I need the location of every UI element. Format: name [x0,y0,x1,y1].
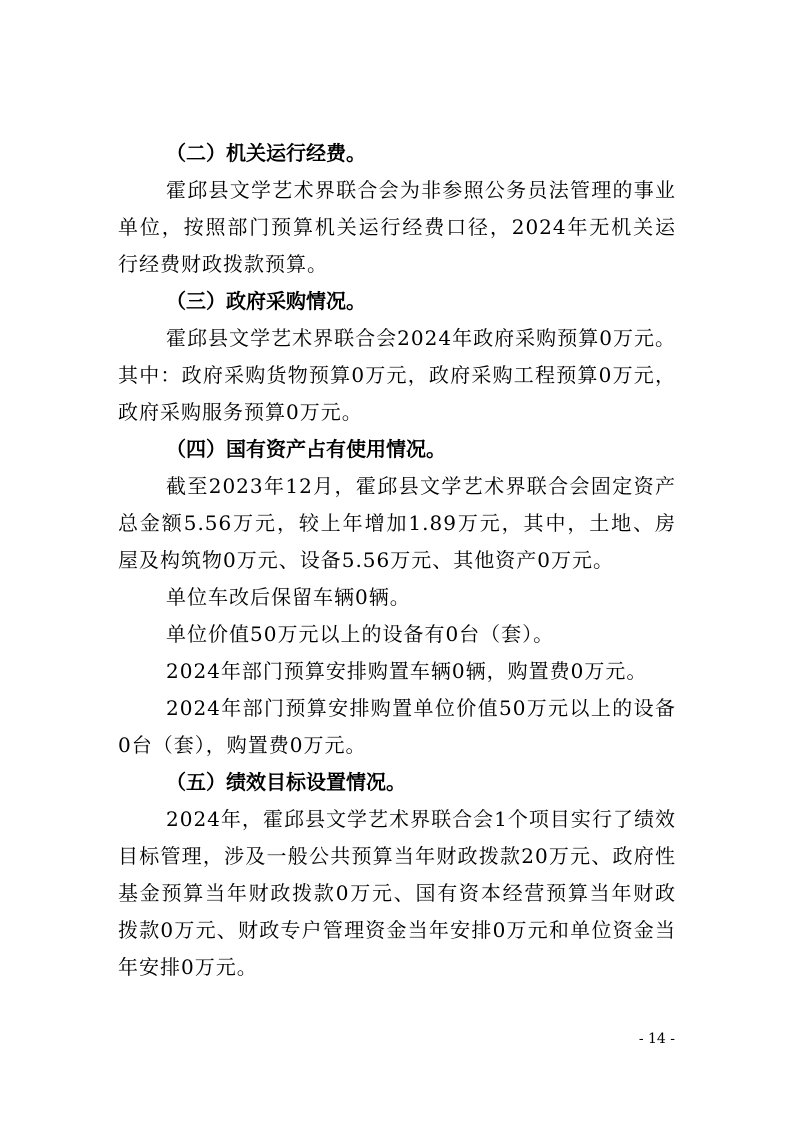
section-heading: （二）机关运行经费。 [166,141,366,165]
section-government-procurement [118,283,676,431]
section-paragraph: 霍邱县文学艺术界联合会2024年政府采购预算0万元。其中：政府采购货物预算0万元，政府采购工程预算0万元，政府采购服务预算0万元。 [118,326,676,424]
section-heading: （四）国有资产占有使用情况。 [166,437,446,461]
section-paragraph: 霍邱县文学艺术界联合会为非参照公务员法管理的事业单位，按照部门预算机关运行经费口径，2024年无机关运行经费财政拨款预算。 [118,178,676,276]
section-paragraph: 单位车改后保留车辆0辆。 [166,585,411,609]
section-paragraph: 单位价值50万元以上的设备有0台（套）。 [166,622,555,646]
section-heading: （三）政府采购情况。 [166,289,366,313]
section-paragraph: 2024年部门预算安排购置车辆0辆，购置费0万元。 [166,659,648,683]
section-operating-expenses [118,135,676,283]
section-heading: （五）绩效目标设置情况。 [166,770,406,794]
section-state-assets [118,431,676,764]
section-paragraph: 截至2023年12月，霍邱县文学艺术界联合会固定资产总金额5.56万元，较上年增加1.89万元，其中，土地、房屋及构筑物0万元、设备5.56万元、其他资产0万元。 [118,474,676,572]
section-performance-targets [118,764,676,986]
section-paragraph: 2024年，霍邱县文学艺术界联合会1个项目实行了绩效目标管理，涉及一般公共预算当年财政拨款20万元、政府性基金预算当年财政拨款0万元、国有资本经营预算当年财政拨款0万元、财政专户管理资金当年安排0万元和单位资金当年安排0万元。 [118,807,676,979]
document-body [118,135,676,986]
section-paragraph: 2024年部门预算安排购置单位价值50万元以上的设备0台（套），购置费0万元。 [118,696,676,757]
page-number: - 14 - [638,1031,675,1047]
